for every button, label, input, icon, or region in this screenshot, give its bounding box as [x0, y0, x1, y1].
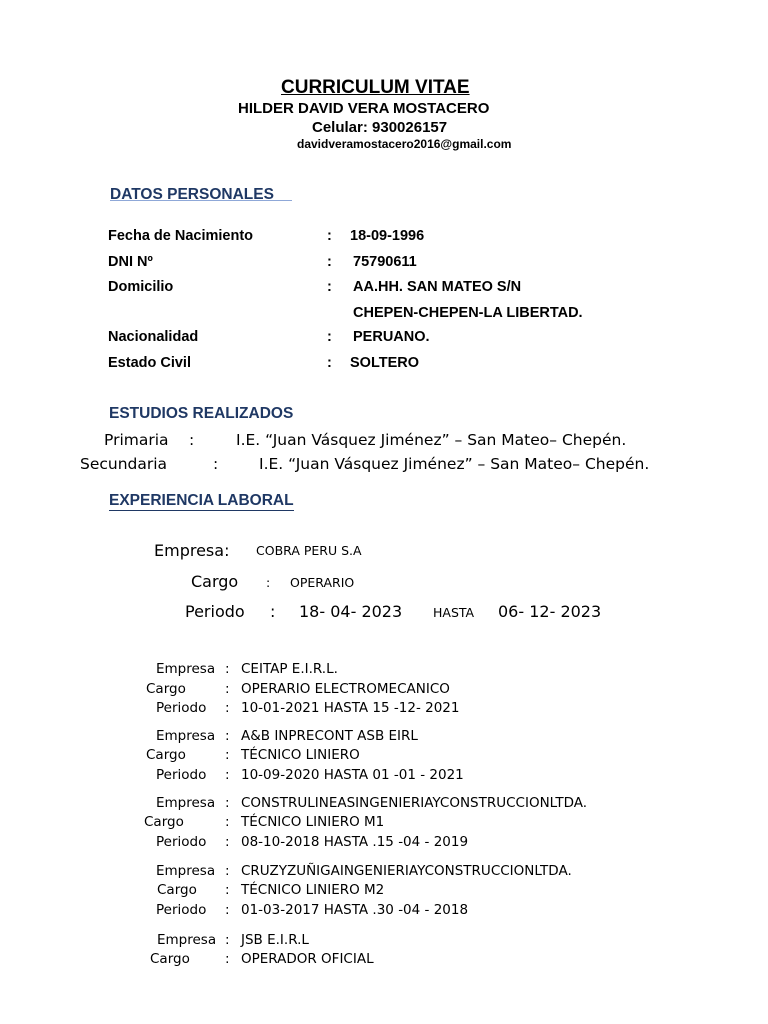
value-primaria: I.E. “Juan Vásquez Jiménez” – San Mateo– Chepén. — [236, 431, 627, 449]
separator: : — [225, 951, 230, 967]
separator: : — [225, 747, 230, 763]
section-estudios-realizados: ESTUDIOS REALIZADOS — [109, 405, 294, 422]
separator: : — [213, 455, 219, 473]
separator: : — [327, 279, 332, 295]
value-domicilio: AA.HH. SAN MATEO S/N — [353, 279, 522, 295]
label-empresa: Empresa: — [154, 541, 230, 560]
separator: : — [225, 700, 230, 716]
label-periodo: Periodo — [156, 834, 207, 850]
phone-number: Celular: 930026157 — [312, 119, 448, 136]
label-empresa: Empresa — [157, 932, 217, 948]
value-periodo: 01-03-2017 HASTA .30 -04 - 2018 — [241, 902, 469, 918]
label-primaria: Primaria — [104, 431, 169, 449]
value-empresa: CONSTRULINEASINGENIERIAYCONSTRUCCIONLTDA. — [241, 795, 588, 811]
separator: : — [225, 795, 230, 811]
separator: : — [225, 882, 230, 898]
label-periodo: Periodo — [156, 700, 207, 716]
value-empresa: CRUZYZUÑIGAINGENIERIAYCONSTRUCCIONLTDA. — [241, 863, 572, 879]
section-datos-personales — [110, 186, 292, 201]
value-secundaria: I.E. “Juan Vásquez Jiménez” – San Mateo– Chepén. — [259, 455, 650, 473]
cv-title: CURRICULUM VITAE — [281, 77, 470, 98]
value-fecha-nacimiento: 18-09-1996 — [350, 228, 425, 244]
value-estado-civil: SOLTERO — [350, 355, 420, 371]
value-empresa: A&B INPRECONT ASB EIRL — [241, 728, 418, 744]
value-periodo-hasta: 06- 12- 2023 — [498, 602, 602, 621]
label-cargo: Cargo — [144, 814, 184, 830]
label-hasta: HASTA — [433, 605, 475, 620]
label-estado-civil: Estado Civil — [108, 355, 191, 371]
label-empresa: Empresa — [156, 728, 216, 744]
value-empresa: JSB E.I.R.L — [241, 932, 309, 948]
label-empresa: Empresa — [156, 661, 216, 677]
value-empresa: CEITAP E.I.R.L. — [241, 661, 338, 677]
section-heading: DATOS PERSONALES — [110, 186, 274, 203]
label-empresa: Empresa — [156, 863, 216, 879]
separator: : — [225, 932, 230, 948]
label-secundaria: Secundaria — [80, 455, 168, 473]
value-periodo: 10-09-2020 HASTA 01 -01 - 2021 — [241, 767, 464, 783]
separator: : — [225, 814, 230, 830]
separator: : — [225, 661, 230, 677]
value-cargo: TÉCNICO LINIERO — [241, 747, 360, 763]
separator: : — [225, 728, 230, 744]
label-cargo: Cargo — [157, 882, 197, 898]
separator: : — [266, 575, 271, 590]
value-periodo: 08-10-2018 HASTA .15 -04 - 2019 — [241, 834, 469, 850]
value-cargo: OPERADOR OFICIAL — [241, 951, 374, 967]
label-nacionalidad: Nacionalidad — [108, 329, 199, 345]
value-cargo: TÉCNICO LINIERO M2 — [241, 882, 385, 898]
label-dni: DNI Nº — [108, 254, 153, 270]
label-periodo: Periodo — [185, 602, 245, 621]
value-empresa: COBRA PERU S.A — [256, 543, 362, 558]
separator: : — [327, 329, 332, 345]
separator: : — [327, 228, 332, 244]
label-cargo: Cargo — [150, 951, 190, 967]
value-cargo: OPERARIO — [290, 575, 355, 590]
separator: : — [189, 431, 195, 449]
value-periodo-desde: 18- 04- 2023 — [299, 602, 403, 621]
label-cargo: Cargo — [146, 681, 186, 697]
separator: : — [225, 681, 230, 697]
separator: : — [225, 767, 230, 783]
person-name: HILDER DAVID VERA MOSTACERO — [238, 100, 490, 117]
separator: : — [225, 834, 230, 850]
label-domicilio: Domicilio — [108, 279, 174, 295]
value-periodo: 10-01-2021 HASTA 15 -12- 2021 — [241, 700, 460, 716]
label-empresa: Empresa — [156, 795, 216, 811]
label-periodo: Periodo — [156, 902, 207, 918]
value-cargo: OPERARIO ELECTROMECANICO — [241, 681, 450, 697]
separator: : — [225, 902, 230, 918]
label-periodo: Periodo — [156, 767, 207, 783]
separator: : — [327, 254, 332, 270]
label-fecha-nacimiento: Fecha de Nacimiento — [108, 228, 254, 244]
value-dni: 75790611 — [353, 254, 417, 270]
section-experiencia-laboral: EXPERIENCIA LABORAL — [109, 492, 294, 509]
value-cargo: TÉCNICO LINIERO M1 — [241, 814, 385, 830]
separator: : — [270, 602, 276, 621]
value-domicilio-line2: CHEPEN-CHEPEN-LA LIBERTAD. — [353, 305, 583, 321]
email-address[interactable]: davidveramostacero2016@gmail.com — [297, 137, 512, 151]
separator: : — [327, 355, 332, 371]
separator: : — [225, 863, 230, 879]
value-nacionalidad: PERUANO. — [353, 329, 430, 345]
label-cargo: Cargo — [191, 572, 239, 591]
label-cargo: Cargo — [146, 747, 186, 763]
